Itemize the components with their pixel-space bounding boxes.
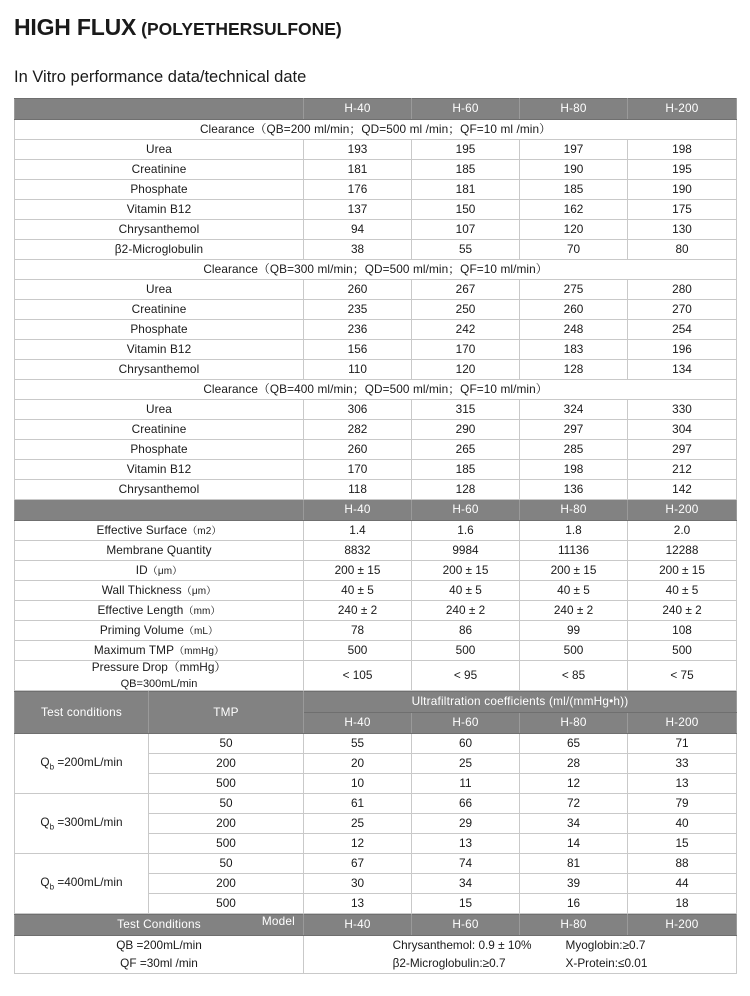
cell-value: 267 bbox=[412, 280, 520, 300]
cell-value: 193 bbox=[304, 140, 412, 160]
spec-unit: （mmHg） bbox=[174, 645, 225, 657]
row-label: Urea bbox=[15, 140, 304, 160]
table-row bbox=[15, 581, 737, 601]
table-row bbox=[15, 561, 737, 581]
cell-value: 118 bbox=[304, 480, 412, 500]
title-main: HIGH FLUX bbox=[14, 14, 137, 40]
cell-value: 1.4 bbox=[304, 521, 412, 541]
table-row bbox=[15, 420, 737, 440]
cell-value: 242 bbox=[412, 320, 520, 340]
table-row bbox=[15, 220, 737, 240]
uf-condition-prefix: Q bbox=[40, 814, 50, 829]
cell-value: 55 bbox=[412, 240, 520, 260]
cell-value: 120 bbox=[520, 220, 628, 240]
cell-value: 30 bbox=[304, 874, 412, 894]
uf-tmp-value: 200 bbox=[149, 874, 304, 894]
cell-value: 40 bbox=[628, 814, 737, 834]
table-row bbox=[15, 541, 737, 561]
cell-value: 40 ± 5 bbox=[520, 581, 628, 601]
table-row bbox=[15, 936, 737, 974]
table-row bbox=[15, 180, 737, 200]
cell-value: 66 bbox=[412, 794, 520, 814]
uf-condition-label bbox=[15, 854, 149, 914]
spec-label bbox=[15, 541, 304, 561]
spec-unit: （mL） bbox=[183, 625, 219, 637]
cell-value: 500 bbox=[412, 641, 520, 661]
spec-label-text: Effective Surface bbox=[96, 522, 188, 537]
spec-label bbox=[15, 601, 304, 621]
cell-value: 185 bbox=[412, 160, 520, 180]
cell-value: 297 bbox=[520, 420, 628, 440]
table-row bbox=[15, 854, 737, 874]
uf-condition-label bbox=[15, 794, 149, 854]
cell-value: 142 bbox=[628, 480, 737, 500]
uf-condition-label bbox=[15, 734, 149, 794]
cell-value: 185 bbox=[520, 180, 628, 200]
cell-value: 196 bbox=[628, 340, 737, 360]
footer-sieving bbox=[304, 936, 737, 974]
uf-tmp-value: 500 bbox=[149, 834, 304, 854]
row-label: Chrysanthemol bbox=[15, 220, 304, 240]
footer-conditions bbox=[15, 936, 304, 974]
cell-value: 33 bbox=[628, 754, 737, 774]
row-label: Chrysanthemol bbox=[15, 480, 304, 500]
uf-tmp-value: 200 bbox=[149, 814, 304, 834]
page-title bbox=[14, 0, 736, 41]
cell-value: 44 bbox=[628, 874, 737, 894]
uf-tmp-value: 200 bbox=[149, 754, 304, 774]
cell-value: 60 bbox=[412, 734, 520, 754]
cell-value: 71 bbox=[628, 734, 737, 754]
spec-label bbox=[15, 621, 304, 641]
cell-value: 315 bbox=[412, 400, 520, 420]
cell-value: 29 bbox=[412, 814, 520, 834]
row-label: Creatinine bbox=[15, 160, 304, 180]
spec-model-header-2: H-80 bbox=[520, 500, 628, 521]
spec-model-header-3: H-200 bbox=[628, 500, 737, 521]
pressure-drop-label bbox=[15, 661, 304, 691]
spec-label bbox=[15, 641, 304, 661]
table-row bbox=[15, 734, 737, 754]
cell-value: 181 bbox=[304, 160, 412, 180]
cell-value: 324 bbox=[520, 400, 628, 420]
cell-value: 70 bbox=[520, 240, 628, 260]
footer-model-header-3: H-200 bbox=[628, 915, 737, 936]
cell-value: 13 bbox=[628, 774, 737, 794]
cell-value: 14 bbox=[520, 834, 628, 854]
cell-value: 156 bbox=[304, 340, 412, 360]
cell-value: 150 bbox=[412, 200, 520, 220]
row-label: Creatinine bbox=[15, 420, 304, 440]
cell-value: 200 ± 15 bbox=[412, 561, 520, 581]
table-row bbox=[15, 440, 737, 460]
cell-value: 275 bbox=[520, 280, 628, 300]
footer-model-header-2: H-80 bbox=[520, 915, 628, 936]
cell-value: 13 bbox=[412, 834, 520, 854]
cell-value: 12 bbox=[520, 774, 628, 794]
spec-unit: （μm） bbox=[181, 585, 217, 597]
cell-value: 280 bbox=[628, 280, 737, 300]
table-row bbox=[15, 915, 737, 936]
uf-model-header-0: H-40 bbox=[304, 713, 412, 734]
cell-value: 72 bbox=[520, 794, 628, 814]
table-row bbox=[15, 360, 737, 380]
table-row bbox=[15, 99, 737, 120]
uf-model-header-3: H-200 bbox=[628, 713, 737, 734]
table-row bbox=[15, 460, 737, 480]
model-header-2: H-80 bbox=[520, 99, 628, 120]
pressure-drop-sublabel: QB=300mL/min bbox=[120, 677, 198, 690]
footer-model-label: Model bbox=[261, 914, 295, 929]
table-row bbox=[15, 794, 737, 814]
spec-model-header-0: H-40 bbox=[304, 500, 412, 521]
cell-value: 40 ± 5 bbox=[304, 581, 412, 601]
spec-unit: （m2） bbox=[187, 525, 222, 537]
table-row bbox=[15, 340, 737, 360]
cell-value: 8832 bbox=[304, 541, 412, 561]
cell-value: 12288 bbox=[628, 541, 737, 561]
spec-header-blank bbox=[15, 500, 304, 521]
cell-value: 67 bbox=[304, 854, 412, 874]
cell-value: 136 bbox=[520, 480, 628, 500]
table-row bbox=[15, 200, 737, 220]
cell-value: 11 bbox=[412, 774, 520, 794]
footer-model-header-1: H-60 bbox=[412, 915, 520, 936]
cell-value: 282 bbox=[304, 420, 412, 440]
table-row bbox=[15, 521, 737, 541]
row-label: Creatinine bbox=[15, 300, 304, 320]
cell-value: 65 bbox=[520, 734, 628, 754]
spec-label bbox=[15, 581, 304, 601]
cell-value: 240 ± 2 bbox=[412, 601, 520, 621]
footer-sieving-right bbox=[566, 936, 648, 973]
cell-value: 240 ± 2 bbox=[520, 601, 628, 621]
cell-value: 290 bbox=[412, 420, 520, 440]
cell-value: 200 ± 15 bbox=[628, 561, 737, 581]
table-row bbox=[15, 661, 737, 691]
cell-value: 306 bbox=[304, 400, 412, 420]
cell-value: 181 bbox=[412, 180, 520, 200]
cell-value: 9984 bbox=[412, 541, 520, 561]
uf-condition-suffix: =300mL/min bbox=[54, 814, 123, 829]
uf-condition-sub: b bbox=[49, 762, 55, 772]
uf-condition-prefix: Q bbox=[40, 874, 50, 889]
sieving-left-0: Chrysanthemol: 0.9 ± 10% bbox=[392, 938, 532, 953]
cell-value: 10 bbox=[304, 774, 412, 794]
table-row bbox=[15, 692, 737, 713]
uf-tmp-value: 500 bbox=[149, 894, 304, 914]
row-label: Vitamin B12 bbox=[15, 460, 304, 480]
spec-label-text: Maximum TMP bbox=[93, 642, 175, 657]
footer-condition-0: QB =200mL/min bbox=[116, 938, 202, 953]
spec-label bbox=[15, 521, 304, 541]
cell-value: 240 ± 2 bbox=[304, 601, 412, 621]
model-header-1: H-60 bbox=[412, 99, 520, 120]
uf-condition-sub: b bbox=[49, 822, 55, 832]
cell-value: 128 bbox=[520, 360, 628, 380]
cell-value: 88 bbox=[628, 854, 737, 874]
cell-value: 183 bbox=[520, 340, 628, 360]
cell-value: 79 bbox=[628, 794, 737, 814]
row-label: Phosphate bbox=[15, 440, 304, 460]
table-row bbox=[15, 320, 737, 340]
cell-value: < 105 bbox=[304, 661, 412, 691]
cell-value: 175 bbox=[628, 200, 737, 220]
cell-value: 61 bbox=[304, 794, 412, 814]
cell-value: 212 bbox=[628, 460, 737, 480]
spec-label-text: Membrane Quantity bbox=[106, 542, 212, 557]
cell-value: 185 bbox=[412, 460, 520, 480]
cell-value: 20 bbox=[304, 754, 412, 774]
sieving-left-1: β2-Microglobulin:≥0.7 bbox=[392, 956, 506, 971]
cell-value: 270 bbox=[628, 300, 737, 320]
clearance-section-heading-2: Clearance（QB=400 ml/min；QD=500 ml/min；QF=10 ml/min） bbox=[15, 380, 737, 400]
sieving-right-0: Myoglobin:≥0.7 bbox=[565, 938, 646, 953]
cell-value: 81 bbox=[520, 854, 628, 874]
page-subtitle: In Vitro performance data/technical date bbox=[14, 68, 307, 86]
cell-value: 198 bbox=[628, 140, 737, 160]
cell-value: 200 ± 15 bbox=[304, 561, 412, 581]
cell-value: 40 ± 5 bbox=[628, 581, 737, 601]
model-header-0: H-40 bbox=[304, 99, 412, 120]
cell-value: 198 bbox=[520, 460, 628, 480]
spec-label-text: Priming Volume bbox=[99, 622, 184, 637]
cell-value: 500 bbox=[520, 641, 628, 661]
uf-span-header: Ultrafiltration coefficients (ml/(mmHg•h)) bbox=[304, 692, 737, 713]
row-label: Vitamin B12 bbox=[15, 340, 304, 360]
row-label: Chrysanthemol bbox=[15, 360, 304, 380]
cell-value: 55 bbox=[304, 734, 412, 754]
cell-value: 330 bbox=[628, 400, 737, 420]
cell-value: 162 bbox=[520, 200, 628, 220]
cell-value: 170 bbox=[304, 460, 412, 480]
footer-table bbox=[14, 914, 737, 974]
table-row bbox=[15, 160, 737, 180]
cell-value: 25 bbox=[412, 754, 520, 774]
table-row bbox=[15, 280, 737, 300]
cell-value: 260 bbox=[304, 440, 412, 460]
model-header-blank bbox=[15, 99, 304, 120]
uf-condition-suffix: =400mL/min bbox=[54, 874, 123, 889]
cell-value: 128 bbox=[412, 480, 520, 500]
cell-value: 195 bbox=[412, 140, 520, 160]
footer-test-conditions-header bbox=[15, 915, 304, 936]
cell-value: 235 bbox=[304, 300, 412, 320]
spec-model-header-1: H-60 bbox=[412, 500, 520, 521]
cell-value: 38 bbox=[304, 240, 412, 260]
table-row bbox=[15, 120, 737, 140]
table-row bbox=[15, 480, 737, 500]
uf-condition-sub: b bbox=[49, 882, 55, 892]
table-row bbox=[15, 500, 737, 521]
cell-value: 500 bbox=[304, 641, 412, 661]
row-label: β2-Microglobulin bbox=[15, 240, 304, 260]
table-row bbox=[15, 240, 737, 260]
table-row bbox=[15, 260, 737, 280]
uf-tmp-header: TMP bbox=[149, 692, 304, 734]
cell-value: 304 bbox=[628, 420, 737, 440]
row-label: Phosphate bbox=[15, 180, 304, 200]
clearance-section-heading-1: Clearance（QB=300 ml/min；QD=500 ml/min；QF=10 ml/min） bbox=[15, 260, 737, 280]
cell-value: 108 bbox=[628, 621, 737, 641]
cell-value: 190 bbox=[520, 160, 628, 180]
spec-unit: （mm） bbox=[183, 605, 221, 617]
cell-value: 13 bbox=[304, 894, 412, 914]
uf-tmp-value: 50 bbox=[149, 734, 304, 754]
cell-value: 134 bbox=[628, 360, 737, 380]
title-sub: (POLYETHERSULFONE) bbox=[141, 19, 342, 39]
spec-unit: （μm） bbox=[147, 565, 183, 577]
model-header-3: H-200 bbox=[628, 99, 737, 120]
uf-test-conditions-header: Test conditions bbox=[15, 692, 149, 734]
spec-label-text: ID bbox=[135, 562, 148, 577]
cell-value: 265 bbox=[412, 440, 520, 460]
cell-value: 500 bbox=[628, 641, 737, 661]
cell-value: 248 bbox=[520, 320, 628, 340]
uf-model-header-1: H-60 bbox=[412, 713, 520, 734]
cell-value: 254 bbox=[628, 320, 737, 340]
cell-value: 137 bbox=[304, 200, 412, 220]
uf-model-header-2: H-80 bbox=[520, 713, 628, 734]
row-label: Vitamin B12 bbox=[15, 200, 304, 220]
cell-value: 80 bbox=[628, 240, 737, 260]
table-row bbox=[15, 400, 737, 420]
cell-value: 107 bbox=[412, 220, 520, 240]
footer-model-header-0: H-40 bbox=[304, 915, 412, 936]
uf-tmp-value: 50 bbox=[149, 854, 304, 874]
uf-condition-suffix: =200mL/min bbox=[54, 754, 123, 769]
cell-value: 94 bbox=[304, 220, 412, 240]
clearance-section-heading-0: Clearance（QB=200 ml/min；QD=500 ml /min；QF=10 ml /min） bbox=[15, 120, 737, 140]
uf-tmp-value: 500 bbox=[149, 774, 304, 794]
cell-value: 34 bbox=[520, 814, 628, 834]
cell-value: 240 ± 2 bbox=[628, 601, 737, 621]
cell-value: 120 bbox=[412, 360, 520, 380]
cell-value: 2.0 bbox=[628, 521, 737, 541]
cell-value: 40 ± 5 bbox=[412, 581, 520, 601]
spec-label bbox=[15, 561, 304, 581]
cell-value: 28 bbox=[520, 754, 628, 774]
footer-sieving-left bbox=[393, 936, 532, 973]
cell-value: 1.8 bbox=[520, 521, 628, 541]
table-row bbox=[15, 641, 737, 661]
cell-value: 260 bbox=[304, 280, 412, 300]
cell-value: 110 bbox=[304, 360, 412, 380]
cell-value: 195 bbox=[628, 160, 737, 180]
cell-value: 176 bbox=[304, 180, 412, 200]
pressure-drop-title: Pressure Drop（mmHg） bbox=[91, 660, 227, 674]
cell-value: 1.6 bbox=[412, 521, 520, 541]
cell-value: 250 bbox=[412, 300, 520, 320]
cell-value: 25 bbox=[304, 814, 412, 834]
uf-condition-prefix: Q bbox=[40, 754, 50, 769]
cell-value: 236 bbox=[304, 320, 412, 340]
spec-label-text: Wall Thickness bbox=[101, 582, 182, 597]
cell-value: 99 bbox=[520, 621, 628, 641]
spec-label-text: Effective Length bbox=[97, 602, 184, 617]
footer-test-conditions-label: Test Conditions bbox=[117, 917, 201, 932]
sieving-right-1: X-Protein:≤0.01 bbox=[565, 956, 648, 971]
table-row bbox=[15, 621, 737, 641]
cell-value: 130 bbox=[628, 220, 737, 240]
cell-value: 12 bbox=[304, 834, 412, 854]
row-label: Phosphate bbox=[15, 320, 304, 340]
ultrafiltration-table bbox=[14, 691, 737, 914]
table-row bbox=[15, 300, 737, 320]
cell-value: 285 bbox=[520, 440, 628, 460]
cell-value: 15 bbox=[628, 834, 737, 854]
row-label: Urea bbox=[15, 280, 304, 300]
clearance-table bbox=[14, 98, 737, 691]
cell-value: 190 bbox=[628, 180, 737, 200]
table-row bbox=[15, 601, 737, 621]
cell-value: < 85 bbox=[520, 661, 628, 691]
cell-value: 18 bbox=[628, 894, 737, 914]
uf-tmp-value: 50 bbox=[149, 794, 304, 814]
cell-value: 78 bbox=[304, 621, 412, 641]
footer-condition-1: QF =30ml /min bbox=[120, 956, 198, 971]
table-row bbox=[15, 380, 737, 400]
cell-value: 197 bbox=[520, 140, 628, 160]
cell-value: 39 bbox=[520, 874, 628, 894]
cell-value: 11136 bbox=[520, 541, 628, 561]
cell-value: 200 ± 15 bbox=[520, 561, 628, 581]
cell-value: < 95 bbox=[412, 661, 520, 691]
cell-value: 15 bbox=[412, 894, 520, 914]
row-label: Urea bbox=[15, 400, 304, 420]
cell-value: < 75 bbox=[628, 661, 737, 691]
cell-value: 34 bbox=[412, 874, 520, 894]
cell-value: 297 bbox=[628, 440, 737, 460]
cell-value: 260 bbox=[520, 300, 628, 320]
cell-value: 74 bbox=[412, 854, 520, 874]
cell-value: 86 bbox=[412, 621, 520, 641]
cell-value: 16 bbox=[520, 894, 628, 914]
cell-value: 170 bbox=[412, 340, 520, 360]
table-row bbox=[15, 140, 737, 160]
